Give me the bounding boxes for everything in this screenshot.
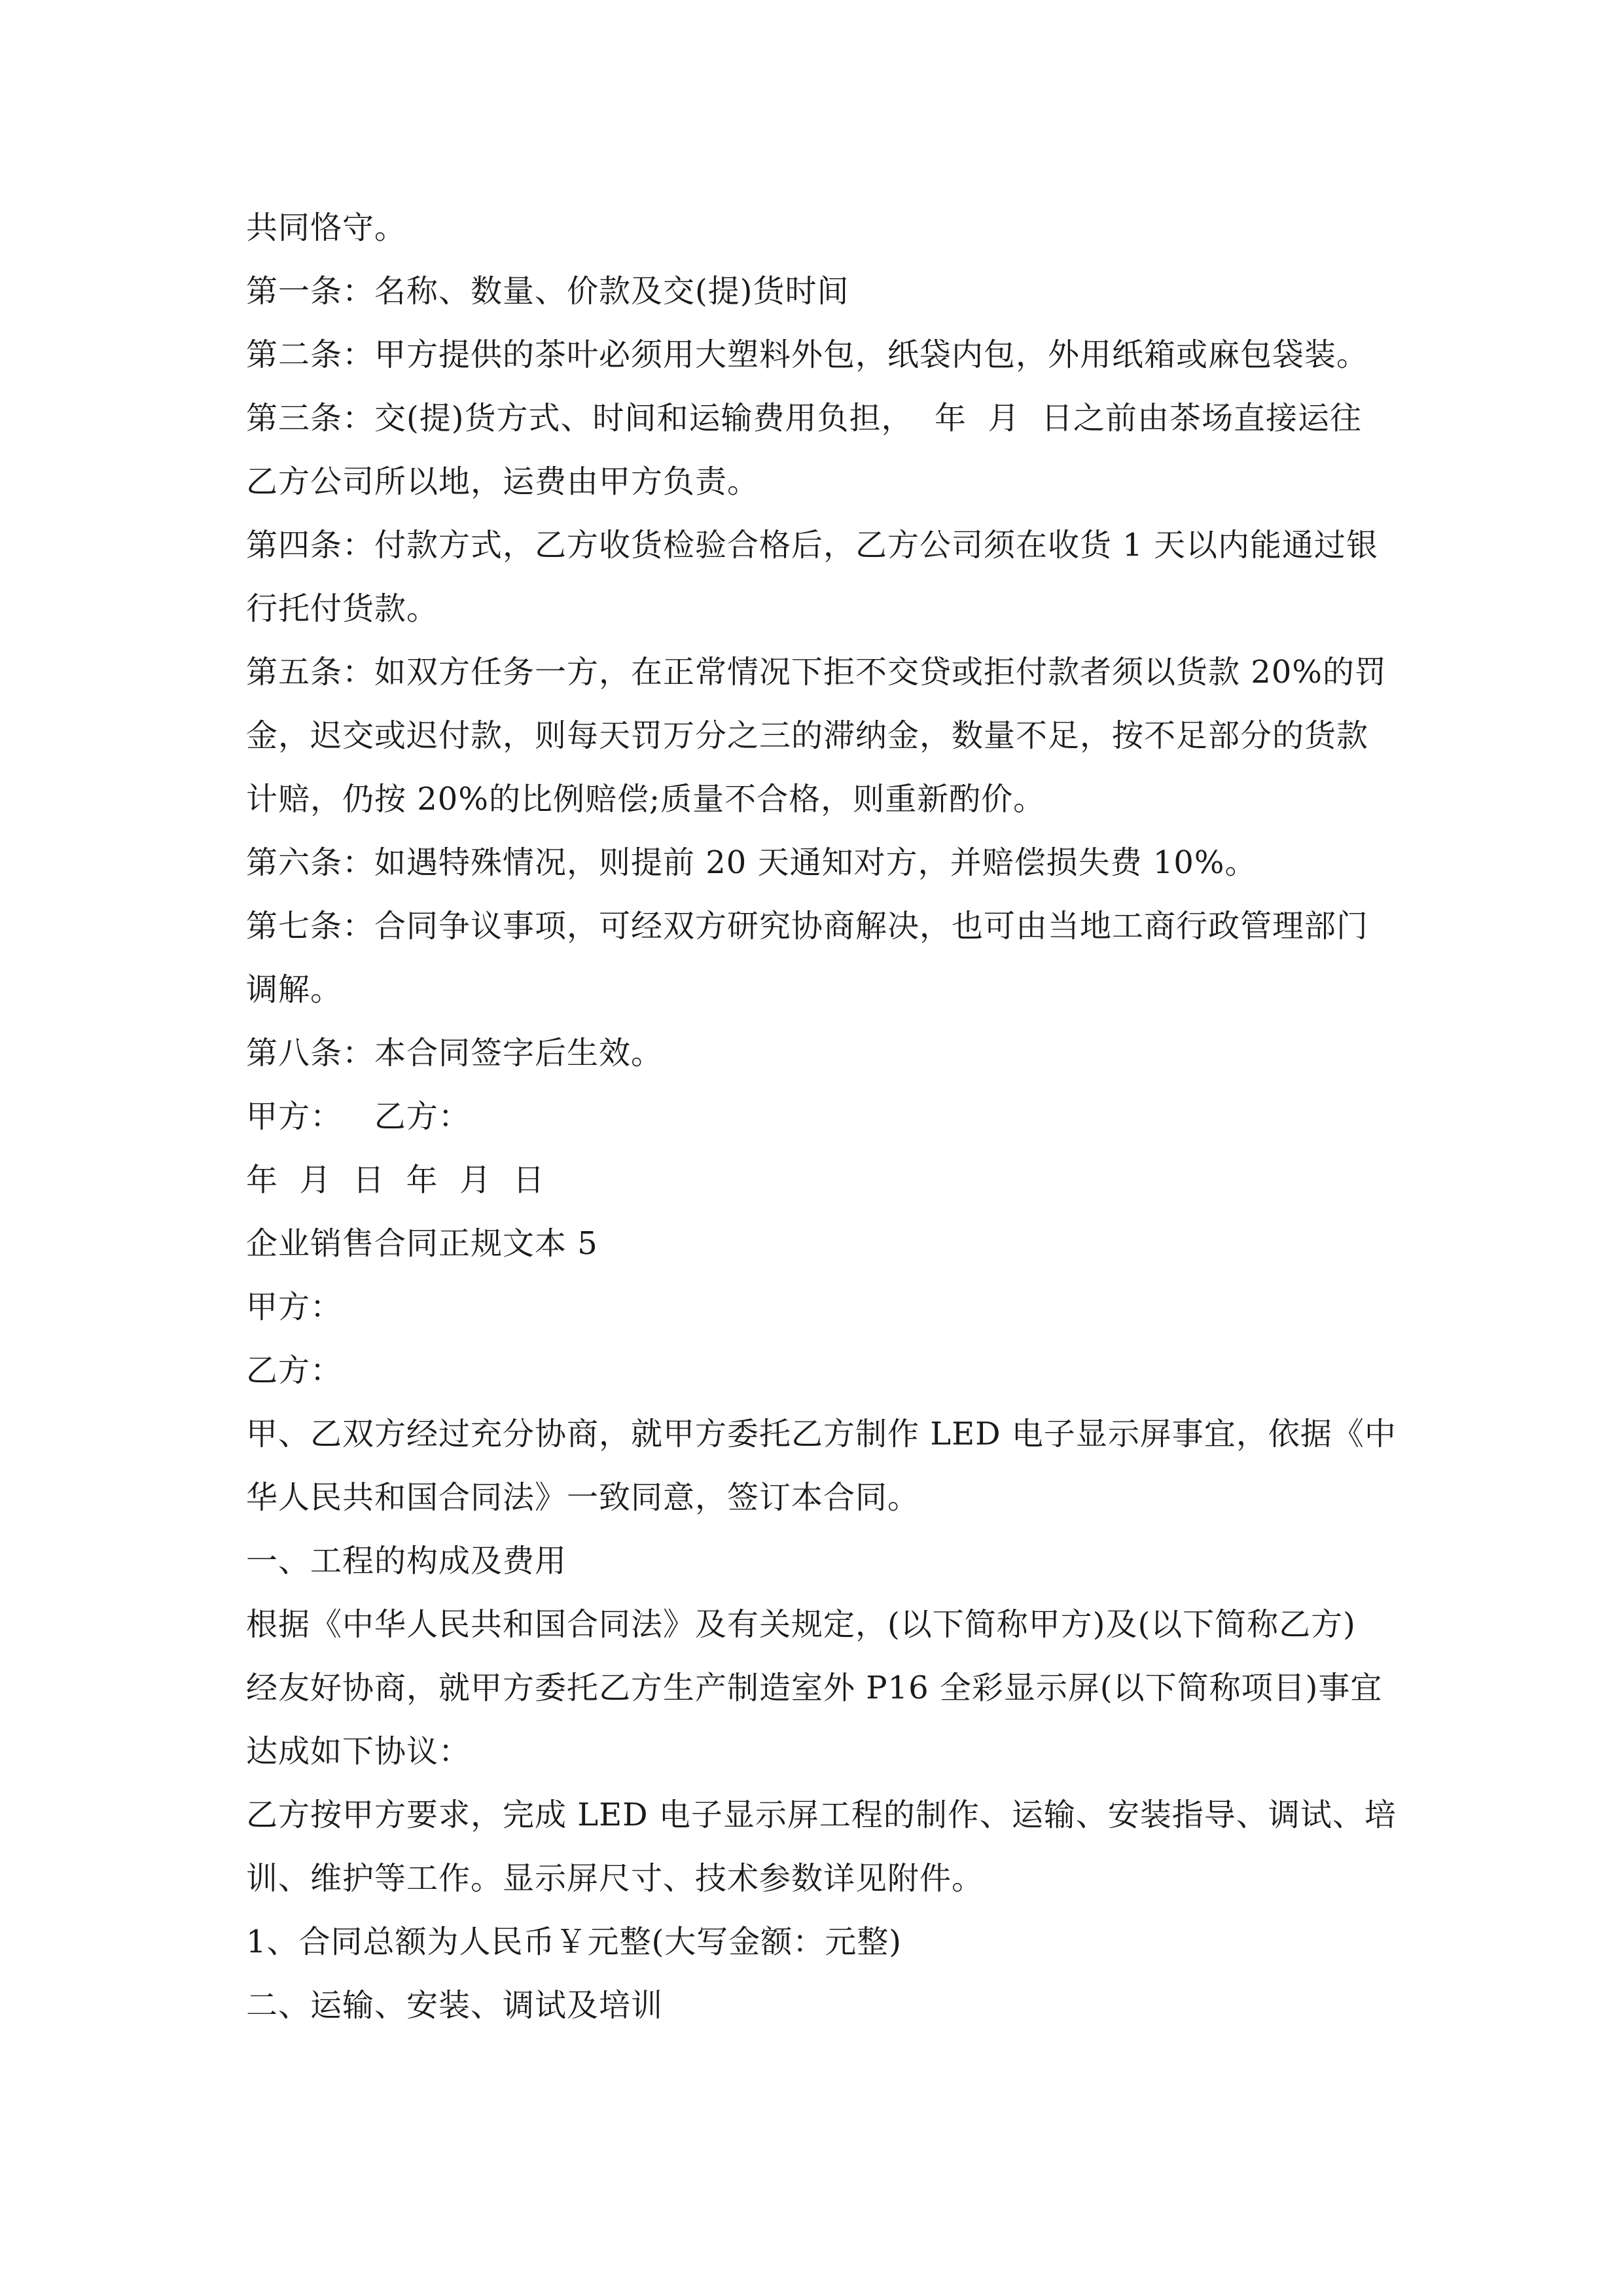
article-4-line-1: 第四条：付款方式，乙方收货检验合格后，乙方公司须在收货 1 天以内能通过银: [246, 527, 1379, 564]
section-title: 企业销售合同正规文本 5: [246, 1225, 598, 1262]
contract-total: 1、合同总额为人民币￥元整(大写金额：元整): [246, 1924, 902, 1960]
party-b-label: 乙方：: [246, 1352, 343, 1389]
paragraph-line-2: 经友好协商，就甲方委托乙方生产制造室外 P16 全彩显示屏(以下简称项目)事宜: [246, 1670, 1383, 1706]
article-3-line-2: 乙方公司所以地，运费由甲方负责。: [246, 463, 760, 500]
article-5-line-1: 第五条：如双方任务一方，在正常情况下拒不交贷或拒付款者须以货款 20%的罚: [246, 654, 1387, 691]
article-5-line-3: 计赔，仍按 20%的比例赔偿;质量不合格，则重新酌价。: [246, 781, 1046, 817]
article-3-line-1: 第三条：交(提)货方式、时间和运输费用负担， 年 月 日之前由茶场直接运往: [246, 400, 1363, 437]
signature-dates: 年 月 日 年 月 日: [246, 1162, 545, 1198]
document-body: [246, 196, 1424, 2037]
article-2: 第二条：甲方提供的茶叶必须用大塑料外包，纸袋内包，外用纸箱或麻包袋装。: [246, 336, 1369, 373]
preamble-line-2: 华人民共和国合同法》一致同意，签订本合同。: [246, 1479, 920, 1516]
section-1-heading: 一、工程的构成及费用: [246, 1543, 567, 1579]
section-2-heading: 二、运输、安装、调试及培训: [246, 1987, 664, 2024]
article-4-line-2: 行托付货款。: [246, 590, 439, 627]
paragraph-line-4: 乙方按甲方要求，完成 LED 电子显示屏工程的制作、运输、安装指导、调试、培: [246, 1797, 1397, 1833]
text-line: 共同恪守。: [246, 209, 407, 246]
article-6: 第六条：如遇特殊情况，则提前 20 天通知对方，并赔偿损失费 10%。: [246, 844, 1257, 881]
article-7-line-2: 调解。: [246, 971, 343, 1008]
article-7-line-1: 第七条：合同争议事项，可经双方研究协商解决，也可由当地工商行政管理部门: [246, 908, 1369, 944]
paragraph-line-3: 达成如下协议：: [246, 1733, 471, 1770]
paragraph-line-5: 训、维护等工作。显示屏尺寸、技术参数详见附件。: [246, 1860, 984, 1897]
article-8: 第八条：本合同签字后生效。: [246, 1035, 664, 1071]
party-a-label: 甲方：: [246, 1289, 343, 1325]
paragraph-line-1: 根据《中华人民共和国合同法》及有关规定，(以下简称甲方)及(以下简称乙方): [246, 1606, 1356, 1643]
signature-parties: 甲方： 乙方：: [246, 1098, 471, 1135]
article-5-line-2: 金，迟交或迟付款，则每天罚万分之三的滞纳金，数量不足，按不足部分的货款: [246, 717, 1369, 754]
preamble-line-1: 甲、乙双方经过充分协商，就甲方委托乙方制作 LED 电子显示屏事宜，依据《中: [246, 1416, 1397, 1452]
article-1-heading: 第一条：名称、数量、价款及交(提)货时间: [246, 273, 849, 310]
